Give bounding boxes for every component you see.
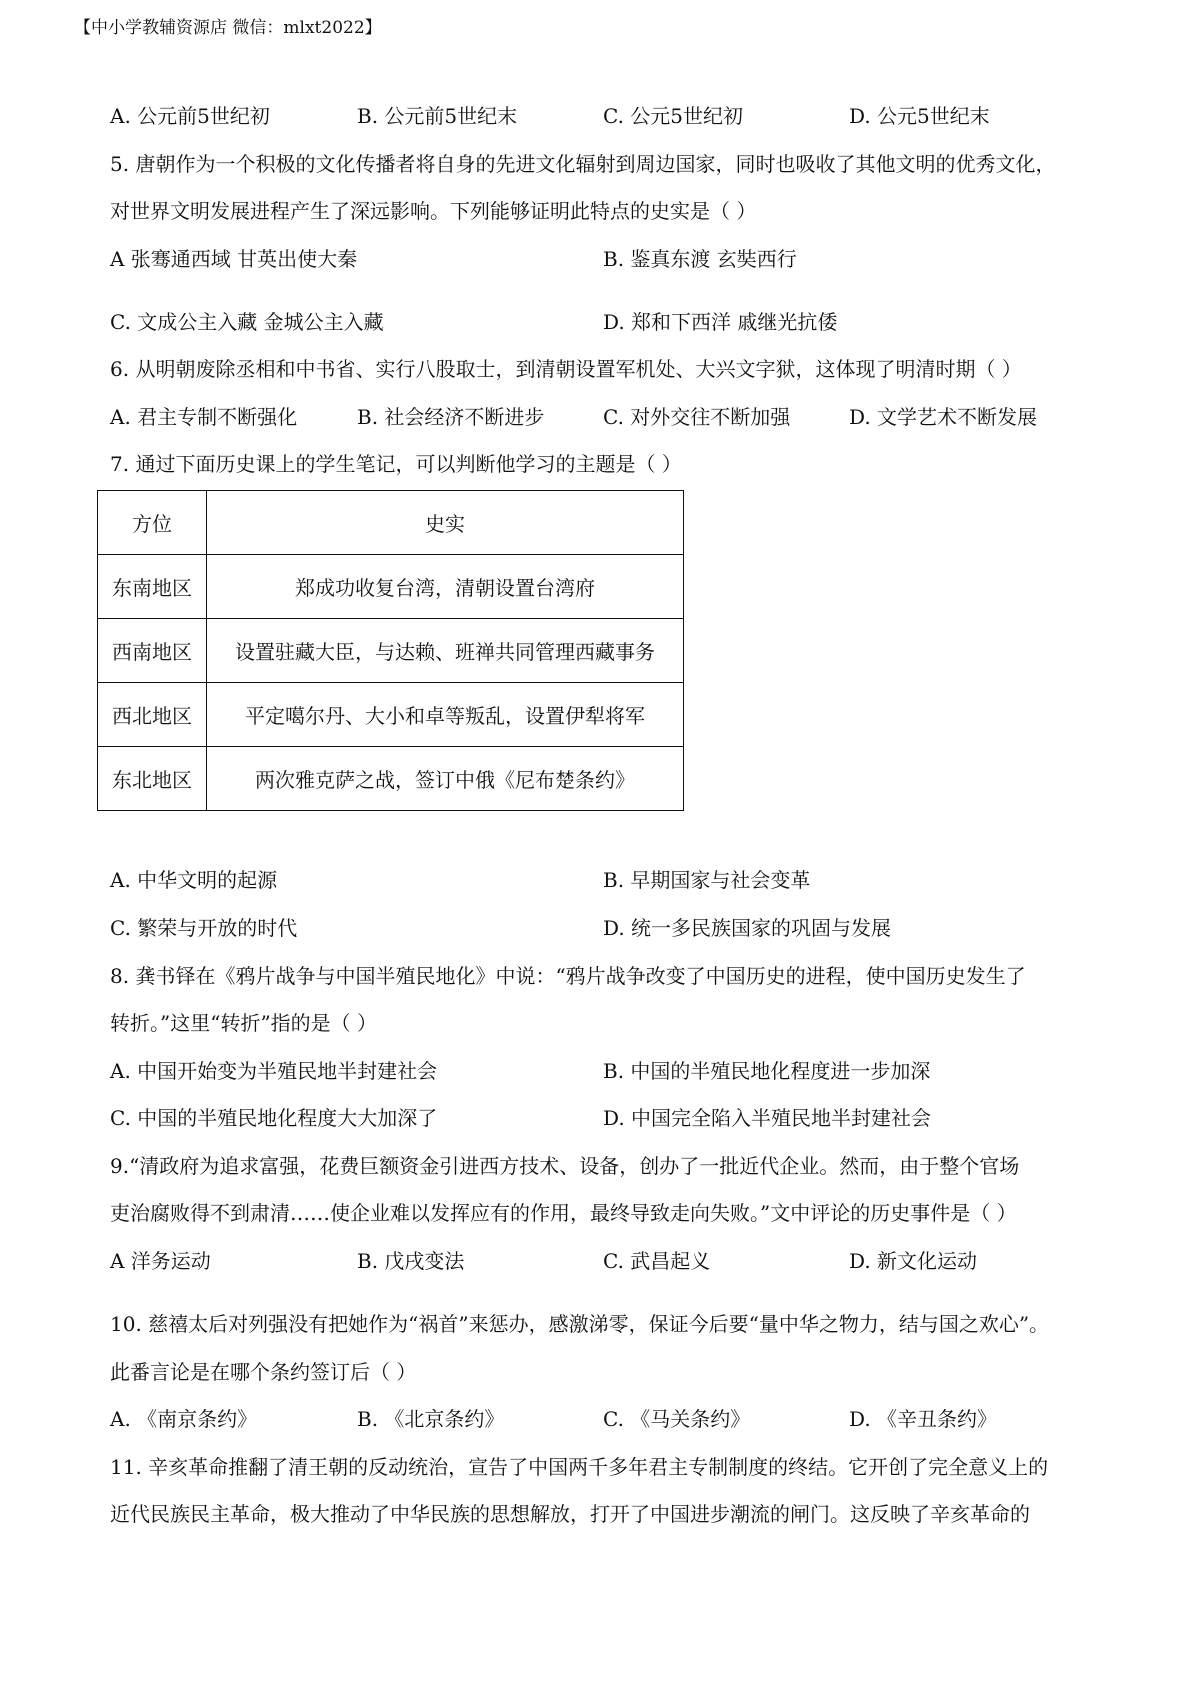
- table-cell-region: 西南地区: [98, 619, 207, 683]
- q8-option-c: C. 中国的半殖民地化程度大大加深了: [110, 1106, 438, 1130]
- q9-stem-line1: 9.“清政府为追求富强，花费巨额资金引进西方技术、设备，创办了一批近代企业。然而，由于整个官场: [110, 1154, 1020, 1178]
- q7-option-c: C. 繁荣与开放的时代: [110, 916, 298, 940]
- q10-option-b: B. 《北京条约》: [357, 1407, 505, 1431]
- q10-option-a: A. 《南京条约》: [110, 1407, 258, 1431]
- q5-option-b: B. 鉴真东渡 玄奘西行: [603, 247, 797, 271]
- q4-option-c: C. 公元5世纪初: [603, 104, 744, 128]
- table-cell-fact: 两次雅克萨之战，签订中俄《尼布楚条约》: [207, 747, 684, 811]
- q9-option-a: A 洋务运动: [110, 1249, 211, 1273]
- q8-option-a: A. 中国开始变为半殖民地半封建社会: [110, 1059, 438, 1083]
- q5-stem-line2: 对世界文明发展进程产生了深远影响。下列能够证明此特点的史实是（ ）: [110, 199, 757, 223]
- q7-option-d: D. 统一多民族国家的巩固与发展: [603, 916, 892, 940]
- table-cell-region: 西北地区: [98, 683, 207, 747]
- table-cell-region: 东南地区: [98, 555, 207, 619]
- q10-stem-line1: 10. 慈禧太后对列强没有把她作为“祸首”来惩办，感激涕零，保证今后要“量中华之物力，结与国之欢心”。: [110, 1312, 1050, 1336]
- q11-stem-line2: 近代民族民主革命，极大推动了中华民族的思想解放，打开了中国进步潮流的闸门。这反映了辛亥革命的: [110, 1502, 1030, 1526]
- table-header-row: [98, 491, 684, 555]
- q10-stem-line2: 此番言论是在哪个条约签订后（ ）: [110, 1360, 417, 1384]
- q9-option-c: C. 武昌起义: [603, 1249, 711, 1273]
- q6-option-c: C. 对外交往不断加强: [603, 405, 791, 429]
- table-cell-fact: 设置驻藏大臣，与达赖、班禅共同管理西藏事务: [207, 619, 684, 683]
- q6-option-a: A. 君主专制不断强化: [110, 405, 298, 429]
- q11-stem-line1: 11. 辛亥革命推翻了清王朝的反动统治，宣告了中国两千多年君主专制制度的终结。它开创了完全意义上的: [110, 1455, 1049, 1479]
- q5-option-a: A 张骞通西域 甘英出使大秦: [110, 247, 358, 271]
- table-header-facts: 史实: [207, 491, 684, 555]
- q6-option-b: B. 社会经济不断进步: [357, 405, 545, 429]
- q5-stem-line1: 5. 唐朝作为一个积极的文化传播者将自身的先进文化辐射到周边国家，同时也吸收了其他文明的优秀文化，: [110, 152, 1056, 176]
- q8-option-b: B. 中国的半殖民地化程度进一步加深: [603, 1059, 931, 1083]
- q10-option-d: D. 《辛丑条约》: [849, 1407, 998, 1431]
- q4-option-b: B. 公元前5世纪末: [357, 104, 518, 128]
- table-row: [98, 555, 684, 619]
- q6-stem: 6. 从明朝废除丞相和中书省、实行八股取士，到清朝设置军机处、大兴文字狱，这体现了明清时期（ ）: [110, 357, 1022, 381]
- table-cell-region: 东北地区: [98, 747, 207, 811]
- q5-option-c: C. 文成公主入藏 金城公主入藏: [110, 310, 384, 334]
- q9-stem-line2: 吏治腐败得不到肃清……使企业难以发挥应有的作用，最终导致走向失败。”文中评论的历史事件是（ ）: [110, 1201, 1017, 1225]
- q6-option-d: D. 文学艺术不断发展: [849, 405, 1038, 429]
- table-cell-fact: 郑成功收复台湾，清朝设置台湾府: [207, 555, 684, 619]
- student-notes-table: [97, 490, 684, 811]
- table-row: [98, 619, 684, 683]
- table-row: [98, 683, 684, 747]
- q4-option-d: D. 公元5世纪末: [849, 104, 990, 128]
- q4-option-a: A. 公元前5世纪初: [110, 104, 270, 128]
- q8-option-d: D. 中国完全陷入半殖民地半封建社会: [603, 1106, 932, 1130]
- q7-stem: 7. 通过下面历史课上的学生笔记，可以判断他学习的主题是（ ）: [110, 452, 682, 476]
- q10-option-c: C. 《马关条约》: [603, 1407, 751, 1431]
- table-header-direction: 方位: [98, 491, 207, 555]
- q8-stem-line1: 8. 龚书铎在《鸦片战争与中国半殖民地化》中说：“鸦片战争改变了中国历史的进程，使中国历史发生了: [110, 964, 1026, 988]
- table-row: [98, 747, 684, 811]
- page-header: 【中小学教辅资源店 微信：mlxt2022】: [74, 18, 382, 38]
- q7-option-b: B. 早期国家与社会变革: [603, 868, 811, 892]
- q7-option-a: A. 中华文明的起源: [110, 868, 278, 892]
- q5-option-d: D. 郑和下西洋 戚继光抗倭: [603, 310, 838, 334]
- q8-stem-line2: 转折。”这里“转折”指的是（ ）: [110, 1011, 378, 1035]
- table-cell-fact: 平定噶尔丹、大小和卓等叛乱，设置伊犁将军: [207, 683, 684, 747]
- q9-option-b: B. 戊戌变法: [357, 1249, 465, 1273]
- q9-option-d: D. 新文化运动: [849, 1249, 978, 1273]
